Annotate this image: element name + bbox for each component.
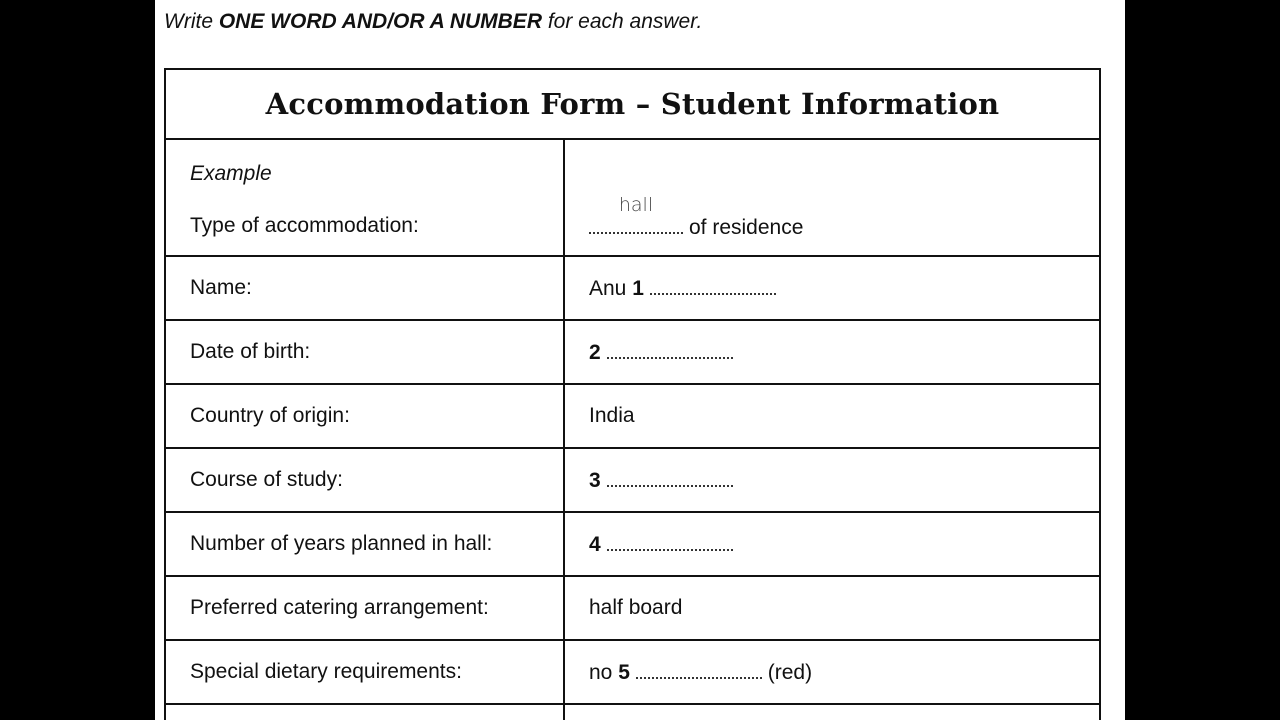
- instruction-emphasis: ONE WORD AND/OR A NUMBER: [218, 10, 542, 33]
- instruction-prefix: Write: [164, 10, 219, 33]
- worksheet-page: [155, 0, 1125, 720]
- field-value: [564, 256, 1100, 320]
- field-label: Preferred catering arrangement:: [165, 576, 564, 640]
- value-prefix: no: [589, 661, 613, 684]
- example-label-cell: [165, 139, 564, 256]
- field-value: [564, 512, 1100, 576]
- value-suffix: (red): [767, 661, 813, 684]
- question-number: 2: [589, 341, 601, 364]
- field-label-empty: [165, 704, 564, 720]
- example-suffix: of residence: [689, 216, 804, 239]
- form-row-partial: [165, 704, 1100, 720]
- field-label: Date of birth:: [165, 320, 564, 384]
- answer-blank-2[interactable]: [607, 339, 733, 359]
- form-row-date-of-birth: [165, 320, 1100, 384]
- form-row-course: [165, 448, 1100, 512]
- instruction-text: [164, 10, 702, 34]
- example-field-label: Type of accommodation:: [190, 213, 419, 237]
- form-row-country: [165, 384, 1100, 448]
- answer-blank-1[interactable]: [650, 275, 776, 295]
- field-label: Course of study:: [165, 448, 564, 512]
- answer-blank-4[interactable]: [607, 531, 733, 551]
- example-answer-blank: [589, 194, 683, 234]
- form-row-years: [165, 512, 1100, 576]
- question-number: 5: [618, 661, 630, 684]
- answer-blank-3[interactable]: [607, 467, 733, 487]
- field-label: Name:: [165, 256, 564, 320]
- example-value-cell: [564, 139, 1100, 256]
- field-value: [564, 320, 1100, 384]
- field-value: half board: [564, 576, 1100, 640]
- form-row-catering: [165, 576, 1100, 640]
- instruction-suffix: for each answer.: [541, 10, 703, 33]
- example-heading: Example: [190, 161, 272, 185]
- form-row-name: [165, 256, 1100, 320]
- field-value: [564, 640, 1100, 704]
- value-prefix: Anu: [589, 277, 627, 300]
- example-answer: hall: [618, 194, 654, 216]
- question-number: 1: [632, 277, 644, 300]
- field-label: Special dietary requirements:: [165, 640, 564, 704]
- field-label: Number of years planned in hall:: [165, 512, 564, 576]
- answer-blank-5[interactable]: [636, 659, 762, 679]
- form-title: Accommodation Form – Student Information: [165, 69, 1100, 139]
- question-number: 4: [589, 533, 601, 556]
- field-label: Country of origin:: [165, 384, 564, 448]
- field-value-empty: [564, 704, 1100, 720]
- example-row: [165, 139, 1100, 256]
- field-value: India: [564, 384, 1100, 448]
- question-number: 3: [589, 469, 601, 492]
- accommodation-form-table: [164, 68, 1101, 720]
- form-row-dietary: [165, 640, 1100, 704]
- field-value: [564, 448, 1100, 512]
